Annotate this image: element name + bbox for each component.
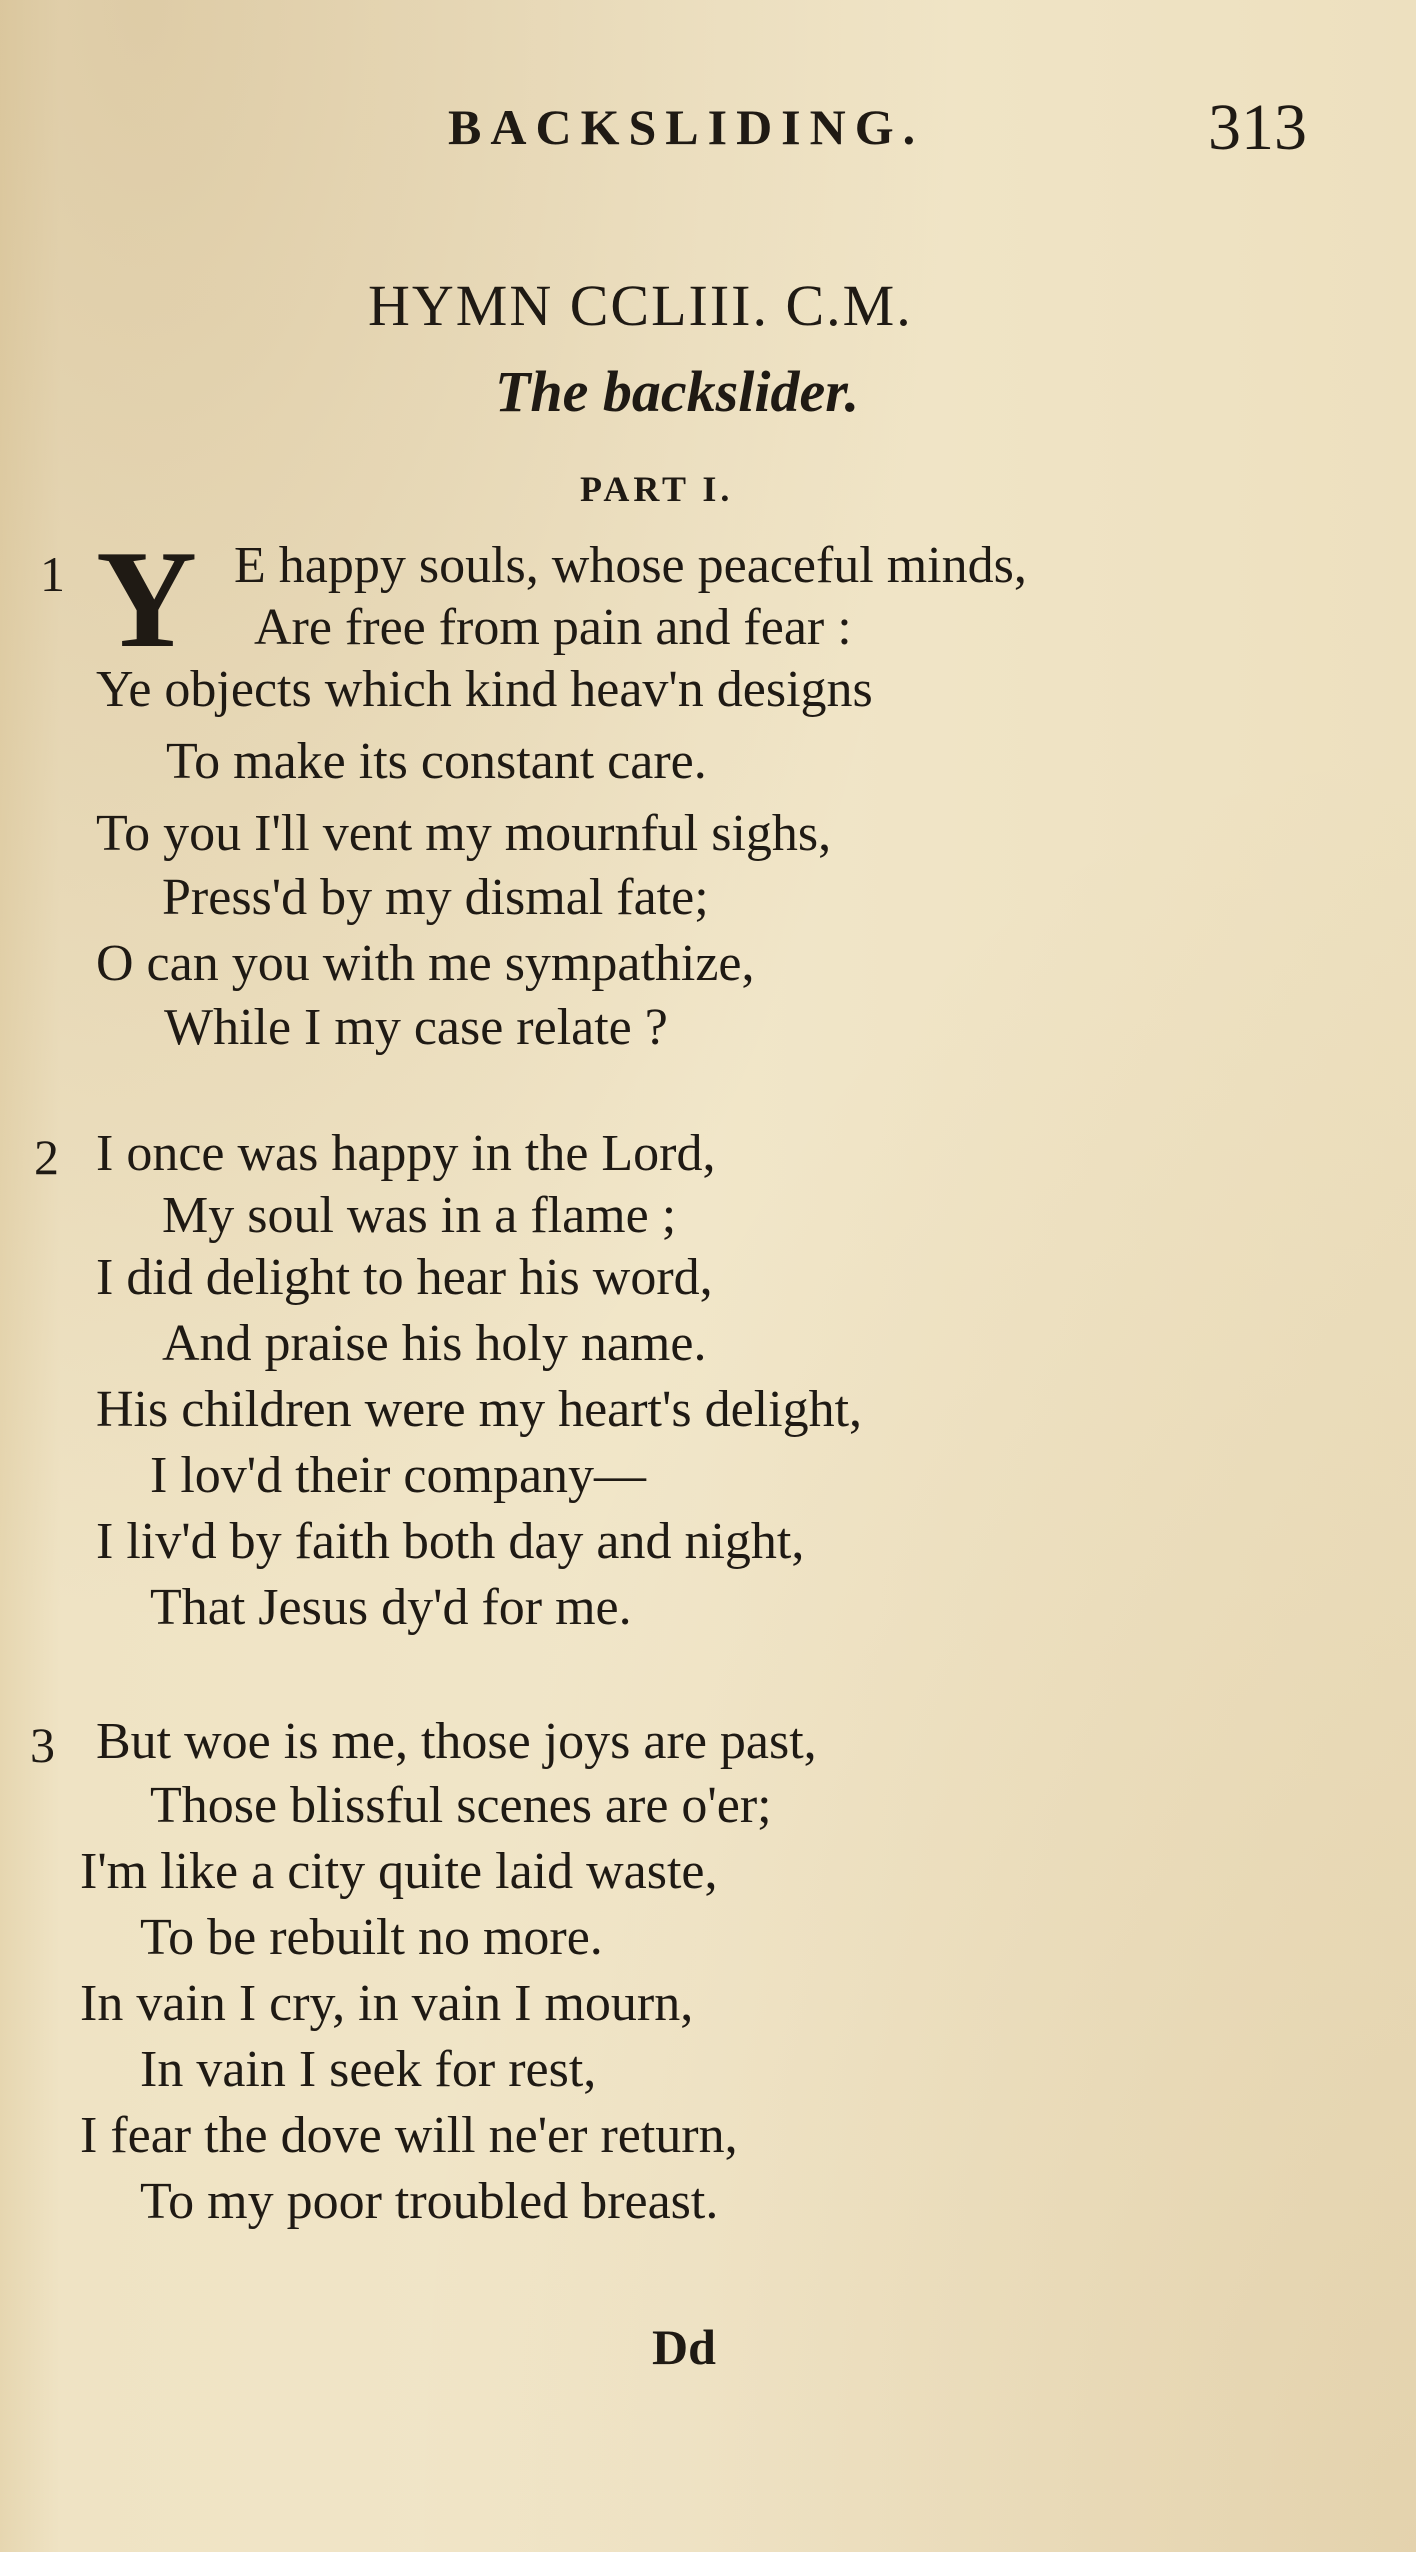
verse-line: To be rebuilt no more.	[140, 1909, 603, 1966]
verse-line: I lov'd their company—	[150, 1447, 647, 1504]
verse-line: Those blissful scenes are o'er;	[150, 1777, 772, 1834]
running-title: BACKSLIDING.	[448, 99, 925, 155]
verse-line: In vain I seek for rest,	[140, 2041, 597, 2098]
verse-line: To my poor troubled breast.	[140, 2173, 719, 2230]
verse-line: While I my case relate ?	[164, 999, 668, 1056]
verse-number: 3	[30, 1717, 55, 1773]
hymn-subtitle: The backslider.	[495, 359, 860, 424]
verse-line: My soul was in a flame ;	[162, 1187, 677, 1244]
verse-line: And praise his holy name.	[162, 1315, 707, 1372]
verse-number: 2	[34, 1129, 59, 1185]
verse-line: I did delight to hear his word,	[96, 1249, 713, 1306]
drop-cap: Y	[96, 522, 198, 677]
verse-line: Are free from pain and fear :	[254, 599, 852, 656]
verse-line: His children were my heart's delight,	[96, 1381, 863, 1438]
verse-line: Ye objects which kind heav'n designs	[96, 661, 873, 718]
signature-mark: Dd	[652, 2319, 716, 2375]
verse-number: 1	[40, 546, 65, 602]
verse-line: E happy souls, whose peaceful minds,	[234, 537, 1027, 594]
verse-line: To you I'll vent my mournful sighs,	[96, 805, 832, 862]
part-label: PART I.	[580, 469, 734, 509]
verse-line: I'm like a city quite laid waste,	[80, 1843, 718, 1900]
hymn-title: HYMN CCLIII. C.M.	[368, 273, 913, 338]
verse-line: I liv'd by faith both day and night,	[96, 1513, 805, 1570]
verse-line: That Jesus dy'd for me.	[150, 1579, 632, 1636]
verse-line: I fear the dove will ne'er return,	[80, 2107, 738, 2164]
page-number: 313	[1208, 91, 1307, 164]
verse-line: In vain I cry, in vain I mourn,	[80, 1975, 694, 2032]
verse-line: Press'd by my dismal fate;	[162, 869, 709, 926]
verse-line: But woe is me, those joys are past,	[96, 1713, 817, 1770]
verse-line: O can you with me sympathize,	[96, 935, 755, 992]
verse-line: To make its constant care.	[166, 733, 707, 790]
verse-line: I once was happy in the Lord,	[96, 1125, 716, 1182]
